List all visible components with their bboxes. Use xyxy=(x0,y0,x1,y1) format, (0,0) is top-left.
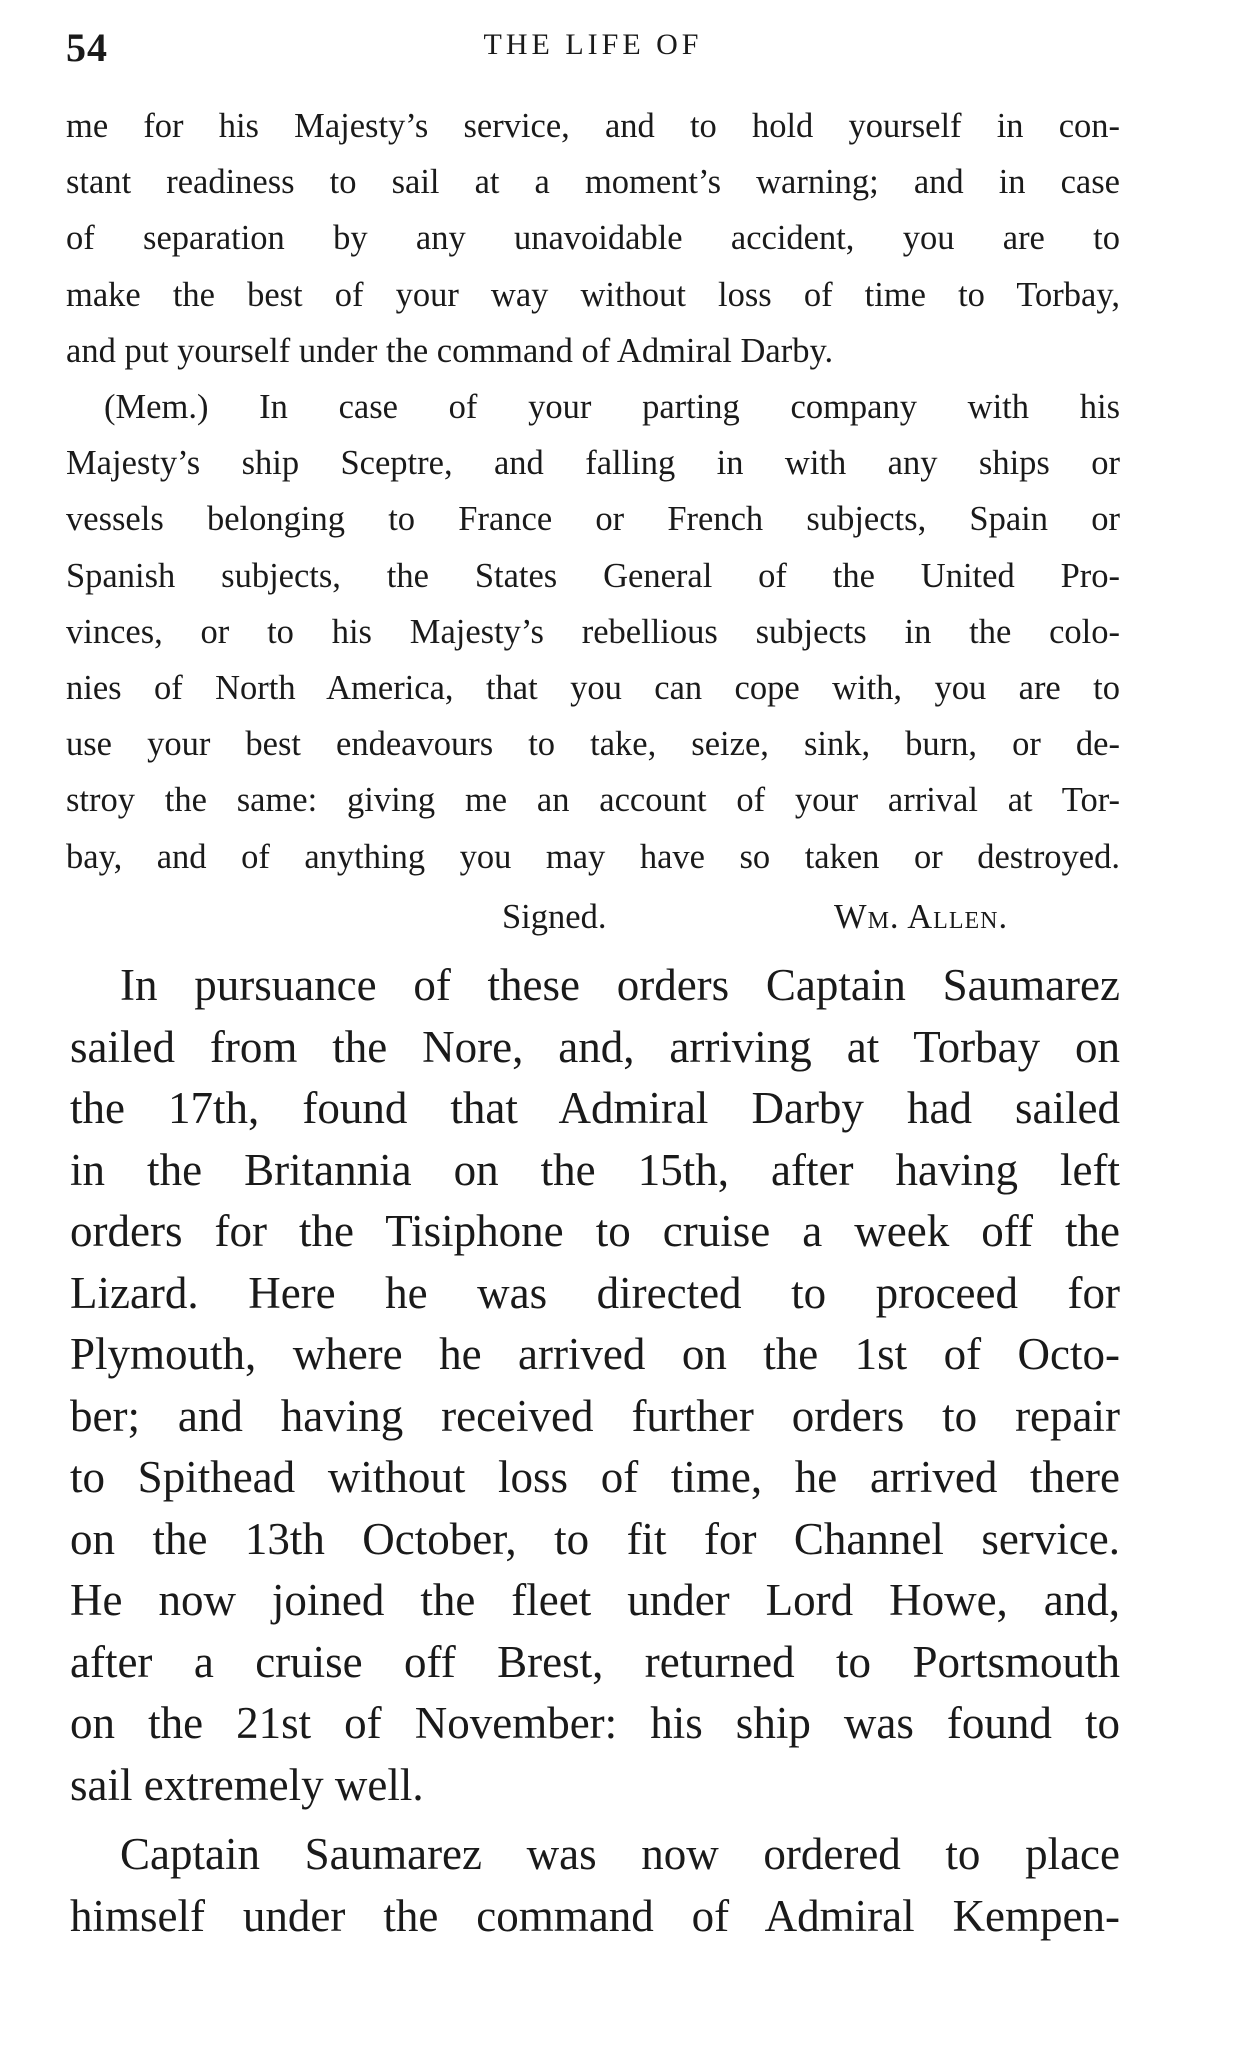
body-line: to Spithead without loss of time, he arrived there xyxy=(70,1452,1120,1502)
body-line: in the Britannia on the 15th, after having left xyxy=(70,1144,1120,1195)
quote-line: stroy the same: giving me an account of your arrival at Tor- xyxy=(66,781,1120,820)
quote-line: me for his Majesty’s service, and to hold yourself in con- xyxy=(66,107,1120,145)
signer-name: Wm. Allen. xyxy=(834,897,1009,936)
quote-line: stant readiness to sail at a moment’s warning; and in case xyxy=(66,163,1120,202)
body-line: on the 21st of November: his ship was found to xyxy=(70,1698,1120,1748)
quote-line: make the best of your way without loss of time to Torbay, xyxy=(66,275,1120,314)
quoted-orders xyxy=(66,98,1120,947)
narrative-text xyxy=(70,955,1120,1947)
quote-line: of separation by any unavoidable accident, you are to xyxy=(66,219,1120,258)
running-head: THE LIFE OF xyxy=(483,28,703,61)
quote-line: Spanish subjects, the States General of the United Pro- xyxy=(66,556,1120,595)
body-line: sailed from the Nore, and, arriving at Torbay on xyxy=(70,1021,1120,1072)
paragraph-gap xyxy=(70,1816,1120,1824)
signed-label: Signed. xyxy=(502,897,607,936)
body-line: sail extremely well. xyxy=(70,1759,424,1810)
body-line: Captain Saumarez was now ordered to place xyxy=(120,1829,1120,1879)
body-line: himself under the command of Admiral Kempen- xyxy=(70,1890,1120,1941)
body-line: the 17th, found that Admiral Darby had sailed xyxy=(70,1083,1120,1133)
quote-line: vessels belonging to France or French subjects, Spain or xyxy=(66,500,1120,539)
body-line: In pursuance of these orders Captain Saumarez xyxy=(120,960,1120,1010)
page-header xyxy=(66,20,1120,80)
quote-line: Majesty’s ship Sceptre, and falling in with any ships or xyxy=(66,444,1120,483)
quote-line: use your best endeavours to take, seize, sink, burn, or de- xyxy=(66,725,1120,764)
body-line: on the 13th October, to fit for Channel service. xyxy=(70,1513,1120,1564)
quote-line: bay, and of anything you may have so taken or destroyed. xyxy=(66,837,1120,876)
body-line: Lizard. Here he was directed to proceed for xyxy=(70,1267,1120,1318)
body-line: He now joined the fleet under Lord Howe, and, xyxy=(70,1575,1120,1625)
page-number: 54 xyxy=(66,25,108,70)
quote-line: nies of North America, that you can cope with, you are to xyxy=(66,669,1120,708)
quote-line: (Mem.) In case of your parting company with his xyxy=(104,388,1120,427)
body-line: after a cruise off Brest, returned to Portsmouth xyxy=(70,1636,1120,1687)
body-line: Plymouth, where he arrived on the 1st of Octo- xyxy=(70,1329,1120,1379)
body-line: orders for the Tisiphone to cruise a week off the xyxy=(70,1206,1120,1256)
signature-line xyxy=(66,885,1120,947)
body-line: ber; and having received further orders to repair xyxy=(70,1390,1120,1441)
quote-line: vinces, or to his Majesty’s rebellious subjects in the colo- xyxy=(66,612,1120,651)
quote-line: and put yourself under the command of Admiral Darby. xyxy=(66,331,834,370)
